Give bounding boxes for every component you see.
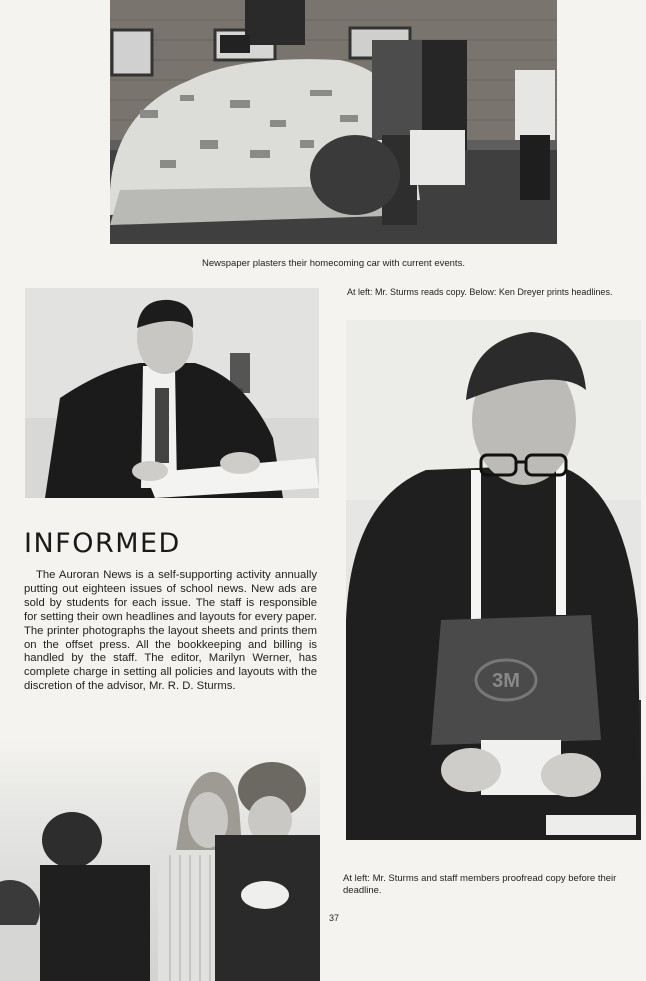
proofread-caption: At left: Mr. Sturms and staff members proofread copy before their deadline. — [343, 873, 617, 896]
sturms-reading-photo — [25, 288, 319, 498]
article-body: The Auroran News is a self-supporting activity annually putting out eighteen issues of school news. New ads are sold by students for each issue. The staff is responsible for setting their own headlines and layouts for every paper. The printer photographs the layout sheets and prints them on the offset press. All the bookkeeping and billing is handled by the staff. The editor, Marilyn Werner, has complete charge in setting all policies and layouts with the discretion of the advisor, Mr. R. D. Sturms. — [24, 569, 317, 693]
dreyer-printing-photo — [346, 320, 641, 840]
apron-badge-text: 3M — [492, 670, 520, 692]
homecoming-car-photo — [110, 0, 557, 244]
homecoming-car-caption: Newspaper plasters their homecoming car with current events. — [202, 258, 465, 269]
sturms-dreyer-caption: At left: Mr. Sturms reads copy. Below: Ken Dreyer prints headlines. — [347, 287, 613, 297]
page-number: 37 — [329, 913, 340, 923]
staff-proofread-photo — [0, 740, 320, 981]
article-headline: INFORMED — [24, 528, 181, 559]
